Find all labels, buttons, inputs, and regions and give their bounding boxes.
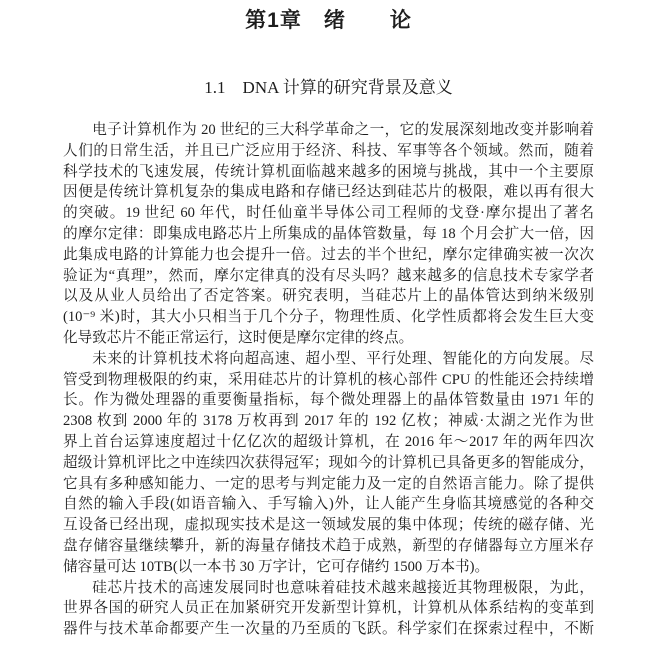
body-line: 的突破。19 世纪 60 年代，时任仙童半导体公司工程师的戈登·摩尔提出了著名 [63, 205, 594, 222]
body-line: 储容量可达 10TB(以一本书 30 万字计，它可存储约 1500 万本书)。 [63, 558, 490, 575]
body-line: 2308 枚到 2000 年的 3178 万枚再到 2017 年的 192 亿枚；神威·太湖之光作为世 [63, 413, 594, 430]
body-line: 长。作为微处理器的重要衡量指标，每个微处理器上的晶体管数量由 1971 年的 [63, 392, 594, 409]
body-line: (10⁻⁹ 米)时，其大小只相当于几个分子，物理性质、化学性质都将会发生巨大变 [63, 309, 594, 326]
body-line: 界上首台运算速度超过十亿亿次的超级计算机，在 2016 年～2017 年的两年四次 [63, 433, 594, 450]
body-line: 化导致芯片不能正常运行，这时便是摩尔定律的终点。 [63, 329, 414, 346]
body-line: 管受到物理极限的约束，采用硅芯片的计算机的核心部件 CPU 的性能还会持续增 [63, 371, 594, 388]
body-line: 验证为“真理”，然而，摩尔定律真的没有尽头吗？越来越多的信息技术专家学者 [63, 267, 594, 284]
body-line: 世界各国的研究人员正在加紧研究开发新型计算机，计算机从体系结构的变革到 [63, 600, 594, 617]
body-line: 的摩尔定律：即集成电路芯片上所集成的晶体管数量，每 18 个月会扩大一倍，因 [63, 225, 594, 242]
body-line: 因便是传统计算机复杂的集成电路和存储已经达到硅芯片的极限，难以再有很大 [63, 184, 594, 201]
body-line: 硅芯片技术的高速发展同时也意味着硅技术越来越接近其物理极限，为此， [92, 579, 594, 596]
body-line: 超级计算机评比之中连续四次获得冠军；现如今的计算机已具备更多的智能成分， [63, 454, 594, 471]
body-line: 互设备已经出现，虚拟现实技术是这一领域发展的集中体现；传统的磁存储、光 [63, 517, 594, 534]
body-line: 科学技术的飞速发展，传统计算机面临越来越多的困境与挑战，其中一个主要原 [63, 163, 594, 180]
body-text [63, 120, 594, 640]
chapter-title: 第1章 绪 论 [245, 9, 412, 32]
paragraph [63, 349, 594, 578]
body-line: 未来的计算机技术将向超高速、超小型、平行处理、智能化的方向发展。尽 [92, 350, 594, 367]
body-line: 盘存储容量继续攀升，新的海量存储技术趋于成熟，新型的存储器每立方厘米存 [63, 537, 594, 554]
section-heading: 1.1 DNA 计算的研究背景及意义 [204, 78, 453, 97]
body-line: 人们的日常生活，并且已广泛应用于经济、科技、军事等各个领域。然而，随着 [63, 142, 594, 159]
body-line: 电子计算机作为 20 世纪的三大科学革命之一，它的发展深刻地改变并影响着 [92, 122, 594, 138]
body-line: 它具有多种感知能力、一定的思考与判定能力及一定的自然语言能力。除了提供 [63, 475, 594, 492]
body-line: 自然的输入手段(如语音输入、手写输入)外，让人能产生身临其境感觉的各种交 [63, 496, 594, 513]
body-line: 此集成电路的计算能力也会提升一倍。过去的半个世纪，摩尔定律确实被一次次 [63, 246, 594, 263]
body-line: 器件与技术革命都要产生一次量的乃至质的飞跃。科学家们在探索过程中，不断 [63, 621, 594, 638]
paragraph [63, 120, 594, 349]
body-line: 以及从业人员给出了否定答案。研究表明，当硅芯片上的晶体管达到纳米级别 [63, 288, 594, 305]
paragraph [63, 578, 594, 640]
